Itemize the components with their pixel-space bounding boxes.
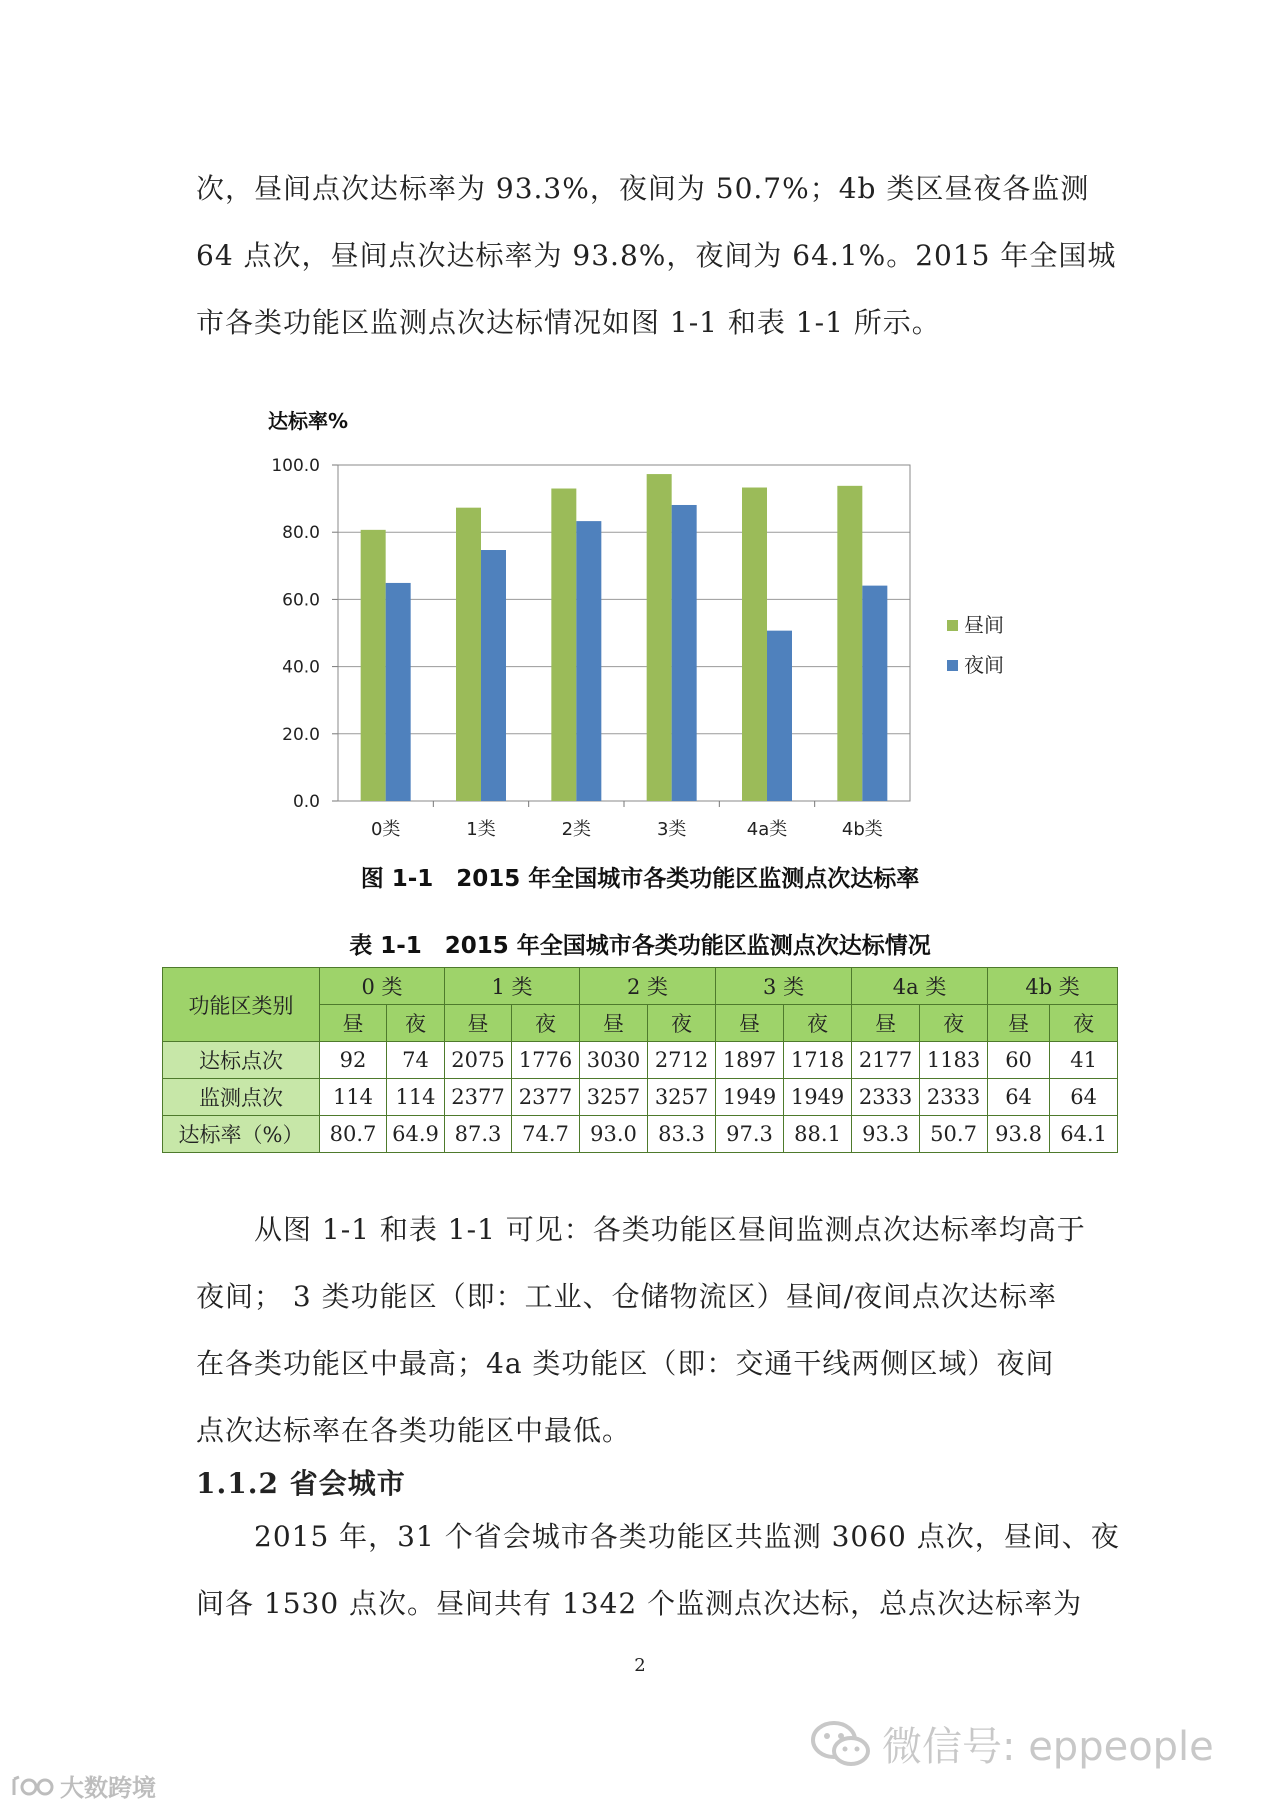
table-cell: 83.3: [648, 1116, 716, 1153]
text-line: 次，昼间点次达标率为 93.3%，夜间为 50.7%；4b 类区昼夜各监测: [196, 172, 1090, 205]
table-cell: 93.8: [988, 1116, 1050, 1153]
table-row-label: 达标点次: [163, 1042, 320, 1079]
table-corner-header: 功能区类别: [163, 968, 320, 1042]
legend-swatch: [947, 660, 958, 671]
brand-name: 大数跨境: [60, 1774, 156, 1802]
table-cell: 50.7: [920, 1116, 988, 1153]
wechat-watermark: [810, 1715, 1214, 1772]
table-subheader: 夜: [648, 1005, 716, 1042]
legend-label: 夜间: [964, 653, 1004, 677]
table-cell: 2377: [512, 1079, 580, 1116]
text-line: 2015 年，31 个省会城市各类功能区共监测 3060 点次，昼间、夜: [196, 1520, 1120, 1553]
table-subheader: 昼: [988, 1005, 1050, 1042]
table-row: [163, 1116, 1118, 1153]
bar: [551, 489, 576, 801]
table-cell: 64: [988, 1079, 1050, 1116]
y-tick-label: 60.0: [282, 590, 320, 611]
table-cell: 2377: [445, 1079, 512, 1116]
x-tick-label: 1类: [466, 819, 496, 840]
analysis-paragraph: [196, 1196, 1096, 1464]
table-subheader: 昼: [320, 1005, 387, 1042]
table-subheader: 昼: [716, 1005, 784, 1042]
y-axis-label: 达标率%: [268, 409, 349, 433]
y-tick-label: 40.0: [282, 657, 320, 678]
wechat-id: 微信号: eppeople: [882, 1724, 1214, 1770]
text-line: 点次达标率在各类功能区中最低。: [196, 1414, 632, 1447]
text-line: 64 点次，昼间点次达标率为 93.8%，夜间为 64.1%。2015 年全国城: [196, 239, 1117, 272]
table-cell: 93.0: [580, 1116, 648, 1153]
table-cell: 114: [320, 1079, 387, 1116]
table-cell: 3030: [580, 1042, 648, 1079]
table-cell: 64.9: [387, 1116, 445, 1153]
table-cell: 2712: [648, 1042, 716, 1079]
table-cell: 3257: [648, 1079, 716, 1116]
table-row: [163, 1042, 1118, 1079]
text-line: 市各类功能区监测点次达标情况如图 1-1 和表 1-1 所示。: [196, 306, 941, 339]
table-row-label: 达标率（%）: [163, 1116, 320, 1153]
bar: [767, 631, 792, 801]
table-row-label: 监测点次: [163, 1079, 320, 1116]
table-subheader: 夜: [1050, 1005, 1118, 1042]
table-row: [163, 1079, 1118, 1116]
table-cell: 1949: [784, 1079, 852, 1116]
bar: [742, 488, 767, 801]
text-line: 从图 1-1 和表 1-1 可见：各类功能区昼间监测点次达标率均高于: [196, 1213, 1086, 1246]
table-cell: 88.1: [784, 1116, 852, 1153]
table-subheader: 昼: [580, 1005, 648, 1042]
table-cell: 93.3: [852, 1116, 920, 1153]
bar: [576, 521, 601, 801]
table-subheader: 夜: [784, 1005, 852, 1042]
section-heading: 1.1.2 省会城市: [196, 1467, 406, 1500]
legend-swatch: [947, 620, 958, 631]
table-subheader: 夜: [920, 1005, 988, 1042]
bar: [481, 550, 506, 801]
text-line: 间各 1530 点次。昼间共有 1342 个监测点次达标，总点次达标率为: [196, 1587, 1083, 1620]
x-tick-label: 2类: [561, 819, 592, 840]
bar: [862, 586, 887, 801]
x-tick-label: 4b类: [841, 819, 883, 840]
table-cell: 64: [1050, 1079, 1118, 1116]
x-tick-label: 3类: [656, 819, 687, 840]
table-group-header: 3 类: [716, 968, 852, 1005]
intro-paragraph: [196, 155, 1117, 356]
plot-area: [338, 465, 910, 801]
table-caption: 表 1-1 2015 年全国城市各类功能区监测点次达标情况: [349, 933, 931, 959]
x-tick-label: 0类: [370, 819, 401, 840]
table-cell: 41: [1050, 1042, 1118, 1079]
table-cell: 2075: [445, 1042, 512, 1079]
text-line: 在各类功能区中最高；4a 类功能区（即：交通干线两侧区域）夜间: [196, 1347, 1055, 1380]
table-cell: 80.7: [320, 1116, 387, 1153]
table-cell: 1776: [512, 1042, 580, 1079]
data-table: [162, 967, 1118, 1153]
table-group-header: 4b 类: [988, 968, 1118, 1005]
table-group-header-row: [163, 968, 1118, 1005]
bar: [386, 583, 411, 801]
y-tick-label: 100.0: [271, 456, 320, 476]
bar-chart: [250, 395, 1030, 855]
brand-watermark: [10, 1768, 156, 1803]
bar: [361, 530, 386, 801]
table-subheader: 昼: [852, 1005, 920, 1042]
bar: [837, 486, 862, 801]
table-cell: 74: [387, 1042, 445, 1079]
bar: [672, 505, 697, 801]
table-cell: 1949: [716, 1079, 784, 1116]
table-cell: 97.3: [716, 1116, 784, 1153]
table-cell: 92: [320, 1042, 387, 1079]
legend-label: 昼间: [964, 613, 1004, 637]
y-tick-label: 20.0: [282, 724, 320, 745]
table-cell: 2333: [920, 1079, 988, 1116]
table-cell: 1718: [784, 1042, 852, 1079]
y-tick-label: 0.0: [292, 792, 320, 812]
table-subheader: 夜: [512, 1005, 580, 1042]
x-tick-label: 4a类: [746, 819, 788, 840]
table-cell: 60: [988, 1042, 1050, 1079]
table-group-header: 1 类: [445, 968, 580, 1005]
provincial-paragraph: [196, 1503, 1120, 1637]
figure-caption: 图 1-1 2015 年全国城市各类功能区监测点次达标率: [360, 866, 920, 892]
bar: [456, 508, 481, 801]
table-cell: 1897: [716, 1042, 784, 1079]
table-cell: 3257: [580, 1079, 648, 1116]
page-number: 2: [634, 1655, 646, 1676]
table-subheader: 夜: [387, 1005, 445, 1042]
table-cell: 64.1: [1050, 1116, 1118, 1153]
table-cell: 2177: [852, 1042, 920, 1079]
brand-logo-icon: [10, 1773, 56, 1799]
table-cell: 2333: [852, 1079, 920, 1116]
table-cell: 114: [387, 1079, 445, 1116]
table-cell: 87.3: [445, 1116, 512, 1153]
wechat-icon: [810, 1718, 872, 1770]
y-tick-label: 80.0: [282, 523, 320, 544]
bar: [647, 474, 672, 801]
table-cell: 1183: [920, 1042, 988, 1079]
table-cell: 74.7: [512, 1116, 580, 1153]
table-subheader: 昼: [445, 1005, 512, 1042]
text-line: 夜间； 3 类功能区（即：工业、仓储物流区）昼间/夜间点次达标率: [196, 1280, 1058, 1313]
table-group-header: 2 类: [580, 968, 716, 1005]
table-group-header: 0 类: [320, 968, 445, 1005]
table-group-header: 4a 类: [852, 968, 988, 1005]
